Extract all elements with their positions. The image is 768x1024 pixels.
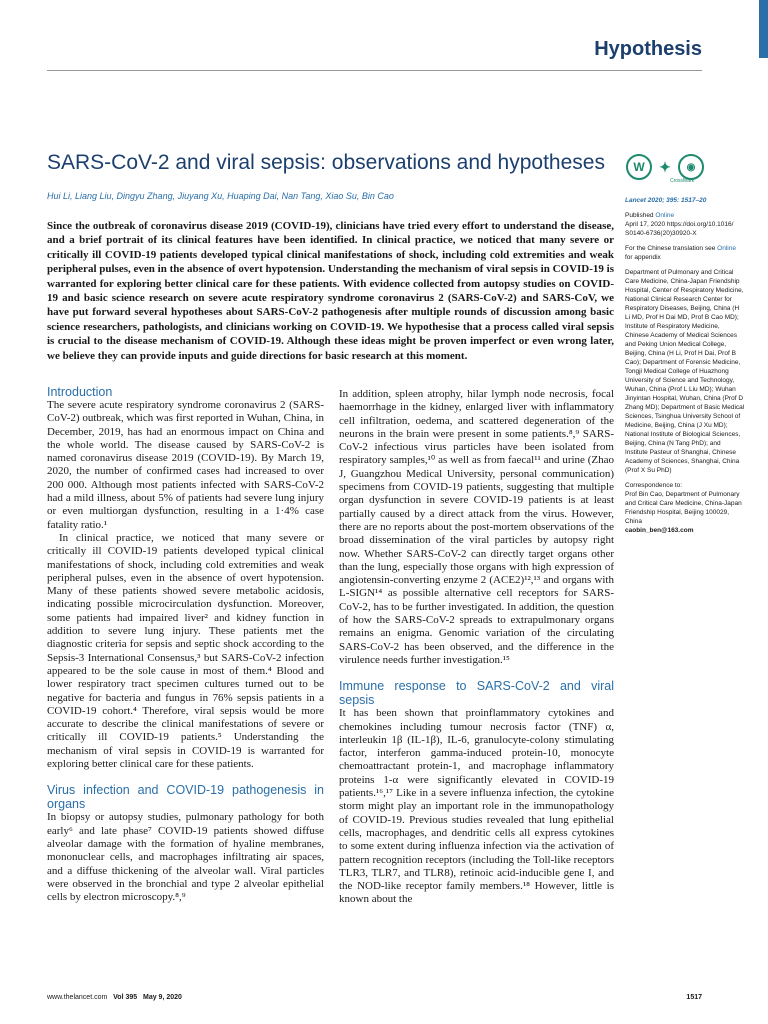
heading-virus-infection: Virus infection and COVID-19 pathogenesis in organs (47, 783, 324, 812)
page-number: 1517 (686, 994, 702, 1001)
crossmark-icon[interactable]: ◉ (678, 154, 704, 180)
sidebar (625, 196, 745, 541)
correspondence-email[interactable]: caobin_ben@163.com (625, 527, 694, 534)
heading-immune-response: Immune response to SARS-CoV-2 and viral sepsis (339, 679, 614, 708)
footer-date: May 9, 2020 (143, 994, 182, 1001)
footer-site[interactable]: www.thelancet.com (47, 994, 108, 1001)
heading-introduction: Introduction (47, 385, 113, 399)
translation-text-2: for appendix (625, 254, 661, 261)
star-cursor-icon[interactable]: ✦ (659, 158, 671, 175)
section-tab (759, 0, 768, 58)
paragraph: The severe acute respiratory syndrome coronavirus 2 (SARS-CoV-2) outbreak, which was first reported in Wuhan, China, in December, 2019, has had an enormous impact on China and the whole world. The disease caused by SARS-CoV-2 is named coronavirus disease 2019 (COVID-19). By March 19, 2020, the number of confirmed cases had increased to over 200 000. Although most patients infected with SARS-CoV-2 had a mild illness, about 5% of patients had severe lung injury or even multiorgan dysfunction, resulting in a 1·4% case fatality ratio.¹ (47, 399, 324, 531)
affiliations (625, 268, 745, 475)
citation: Lancet 2020; 395: 1517–20 (625, 197, 707, 204)
affiliations-text: Department of Pulmonary and Critical Care Medicine, China-Japan Friendship Hospital, Center of Respiratory Medicine, National Clinical Research Center for Respiratory Diseases, Beijing, China (H Li MD, Prof H Dai MD, Prof B Cao MD); Institute of Respiratory Medicine, Chinese Academy of Medical Sciences and Peking Union Medical College, Beijing, China (H Li, Prof H Dai, Prof B Cao); Department of Forensic Medicine, Tongji Medical College of Huazhong University of Science and Technology, Wuhan, China (Prof L Liu MD); Wuhan Jinyintan Hospital, Wuhan, China (Prof D Zhang MD); Department of Basic Medical Sciences, Tsinghua University School of Medicine, Beijing, China (J Xu MD); National Institute of Biological Sciences, Beijing, China (N Tang PhD); and Institute Pasteur of Shanghai, Chinese Academy of Sciences, Shanghai, China (Prof X Su PhD) (625, 269, 745, 474)
header-rule (47, 70, 702, 71)
body-column-1 (47, 385, 324, 904)
author-list[interactable]: Hui Li, Liang Liu, Dingyu Zhang, Jiuyang Xu, Huaping Dai, Nan Tang, Xiao Su, Bin Cao (47, 191, 394, 201)
paragraph: In clinical practice, we noticed that many severe or critically ill COVID-19 patients developed typical clinical manifestations of shock, including cold extremities and weak peripheral pulses, even in the absence of overt hypotension. Many of these patients showed severe metabolic acidosis, indicating possible microcirculation dysfunction. Moreover, some patients had impaired liver² and kidney function in addition to severe lung injury. These patients met the diagnostic criteria for sepsis and septic shock according to the Sepsis-3 International Consensus,³ but SARS-CoV-2 infection appeared to be the sole cause in most of them.⁴ Blood and lower respiratory tract specimen cultures turned out to be negative for bacteria and fungus in 76% sepsis patients in a COVID-19 cohort.⁴ Therefore, viral sepsis would be more accurate to describe the clinical manifestations of severe or critically ill COVID-19 patients.⁵ Understanding the mechanism of viral sepsis in COVID-19 is warranted for exploring better clinical care for these patients. (47, 531, 324, 771)
crossmark-label: CrossMark (670, 178, 695, 184)
correspondence-address: Prof Bin Cao, Department of Pulmonary and Critical Care Medicine, China-Japan Friendship Hospital, Beijing 100029, China (625, 491, 742, 525)
translation-online-link[interactable]: Online (717, 245, 736, 252)
paragraph: In biopsy or autopsy studies, pulmonary pathology for both early⁶ and late phase⁷ COVID-19 patients showed diffuse alveolar damage with the formation of hyaline membranes, mononuclear cells, and macrophages infiltrating air spaces, and a diffuse thickening of the alveolar wall. Viral particles were observed in the bronchial and type 2 alveolar epithelial cells by electron microscopy.⁸,⁹ (47, 811, 324, 904)
correspondence-label: Correspondence to: (625, 482, 683, 489)
article-title: SARS-CoV-2 and viral sepsis: observations and hypotheses (47, 151, 605, 174)
abstract: Since the outbreak of coronavirus disease 2019 (COVID-19), clinicians have tried every effort to understand the disease, and a brief portrait of its clinical features have been identified. In clinical practice, we noticed that many severe or critically ill COVID-19 patients developed typical clinical manifestations of shock, including cold extremities and weak peripheral pulses, even in the absence of overt hypotension. Understanding the mechanism of viral sepsis in COVID-19 is warranted for exploring better clinical care for these patients. With evidence collected from autopsy studies on COVID-19 and basic science research on severe acute respiratory syndrome coronavirus 2 (SARS-CoV-2) and SARS-CoV, we have put forward several hypotheses about SARS-CoV-2 pathogenesis after multiple rounds of discussion among basic science researchers, pathologists, and clinicians working on COVID-19. We hypothesise that a process called viral sepsis is crucial to the disease mechanism of COVID-19. Although these ideas might be proven imperfect or even wrong later, we believe they can provide inputs and guide directions for basic research at this moment. (47, 220, 614, 362)
w-badge-icon[interactable]: W (626, 154, 652, 180)
online-link[interactable]: Online (655, 212, 675, 219)
published-label: Published (625, 212, 656, 219)
paragraph: It has been shown that proinflammatory cytokines and chemokines including tumour necrosis factor (TNF) α, interleukin 1β (IL-1β), IL-6, granulocyte-colony stimulating factor, interferon gamma-induced protein-10, monocyte chemoattractant protein-1, and macrophage inflammatory proteins 1-α were significantly elevated in COVID-19 patients.¹⁶,¹⁷ Like in a severe influenza infection, the cytokine storm might play an important role in the immunopathology of COVID-19. Previous studies revealed that lung epithelial cells, macrophages, and dendritic cells all express cytokines to some extent during influenza infection via the activation of pattern recognition receptors (including the Toll-like receptors TLR3, TLR7, and TLR8), retinoic acid-inducible gene I, and the NOD-like receptor family members.¹⁸ However, little is known about the (339, 707, 614, 906)
section-heading: Hypothesis (594, 38, 702, 60)
translation-text: For the Chinese translation see (625, 245, 716, 252)
publication-info (625, 211, 745, 238)
footer-volume: Vol 395 (113, 994, 138, 1001)
translation-note (625, 244, 745, 262)
published-details: April 17, 2020 https://doi.org/10.1016/ S0140-6736(20)30920-X (625, 221, 734, 237)
page-footer (47, 994, 702, 1001)
paragraph: In addition, spleen atrophy, hilar lymph node necrosis, focal haemorrhage in the kidney, enlarged liver with inflammatory cell infiltration, oedema, and scattered degeneration of the neurons in the brain were present in some patients.⁸,⁹ SARS-CoV-2 infectious virus particles have been isolated from respiratory samples,¹⁰ as well as from faecal¹¹ and urine (Zhao J, Guangzhou Medical University, personal communication) specimens from COVID-19 patients, suggesting that multiple organ dysfunction in severe COVID-19 patients is at least partially caused by a direct attack from the virus. However, there are no reports about the post-mortem observations of the broad dissemination of the viral particles by autopsy right now. Whether SARS-CoV-2 can directly target organs other than the lung, especially those organs with high expression of angiotensin-converting enzyme 2 (ACE2)¹²,¹³ and organs with L-SIGN¹⁴ as possible alternative cell receptors for SARS-CoV-2, has to be further investigated. In addition, the question of how the SARS-CoV-2 spreads to extrapulmonary organs remains an enigma. Genomic variation of the circulating SARS-CoV-2 has been observed, and the difference in the virulence needs further investigation.¹⁵ (339, 388, 614, 666)
correspondence (625, 481, 745, 535)
body-column-2 (339, 388, 614, 907)
article-badges (626, 154, 704, 180)
